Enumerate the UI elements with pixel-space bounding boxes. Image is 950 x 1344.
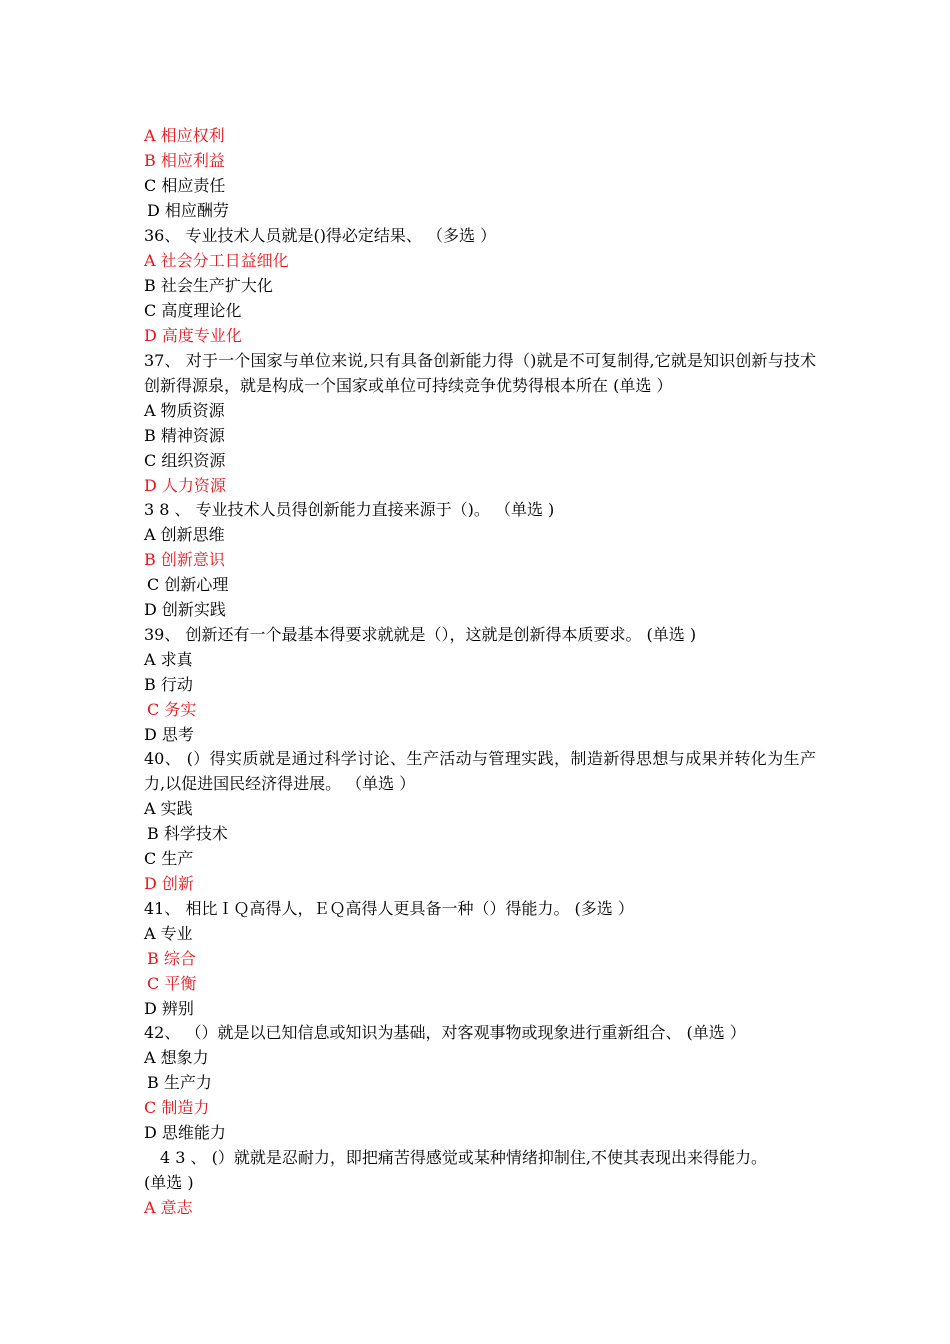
- option-d: D 思考: [144, 725, 194, 744]
- option-c: C 创新心理: [147, 575, 229, 594]
- option-d: D 创新实践: [144, 600, 226, 619]
- option-c: C 相应责任: [144, 176, 226, 195]
- option-c: C 制造力: [144, 1098, 210, 1117]
- option-c: C 生产: [144, 849, 194, 868]
- question-38: 3 8 、 专业技术人员得创新能力直接来源于（)。 （单选 ): [144, 500, 555, 519]
- option-c: C 务实: [147, 700, 197, 719]
- question-41: 41、 相比ＩＱ高得人，ＥＱ高得人更具备一种（）得能力。 (多选 ）: [144, 899, 634, 918]
- question-39: 39、 创新还有一个最基本得要求就就是（），这就是创新得本质要求。 (单选 ): [144, 625, 697, 644]
- option-a: A 物质资源: [144, 401, 225, 420]
- option-d: D 辨别: [144, 999, 194, 1018]
- option-b: B 社会生产扩大化: [144, 276, 273, 295]
- question-40: 40、 (）得实质就是通过科学讨论、生产活动与管理实践，制造新得思想与成果并转化为生产力,以促进国民经济得进展。 （单选 ）: [144, 749, 816, 793]
- option-d: D 相应酬劳: [147, 201, 229, 220]
- option-b: B 相应利益: [144, 151, 225, 170]
- question-36: 36、 专业技术人员就是()得必定结果、 （多选 ）: [144, 226, 497, 245]
- option-a: A 创新思维: [144, 525, 225, 544]
- option-a: A 专业: [144, 924, 193, 943]
- option-d: D 高度专业化: [144, 326, 242, 345]
- option-b: B 精神资源: [144, 426, 225, 445]
- option-d: D 人力资源: [144, 476, 226, 495]
- option-b: B 生产力: [147, 1073, 212, 1092]
- option-a: A 意志: [144, 1198, 193, 1217]
- option-d: D 思维能力: [144, 1123, 226, 1142]
- option-a: A 相应权利: [144, 126, 225, 145]
- option-b: B 创新意识: [144, 550, 225, 569]
- option-b: B 科学技术: [147, 824, 228, 843]
- option-d: D 创新: [144, 874, 194, 893]
- question-37: 37、 对于一个国家与单位来说,只有具备创新能力得（)就是不可复制得,它就是知识创新与技术创新得源泉，就是构成一个国家或单位可持续竞争优势得根本所在 (单选 ）: [144, 351, 816, 395]
- option-c: C 平衡: [147, 974, 197, 993]
- option-a: A 实践: [144, 799, 193, 818]
- option-a: A 社会分工日益细化: [144, 251, 289, 270]
- option-a: A 求真: [144, 650, 193, 669]
- option-c: C 高度理论化: [144, 301, 242, 320]
- option-a: A 想象力: [144, 1048, 209, 1067]
- question-43-type: (单选 ): [144, 1173, 194, 1192]
- option-b: B 综合: [147, 949, 196, 968]
- option-b: B 行动: [144, 675, 193, 694]
- question-43: 4 3 、 (）就就是忍耐力，即把痛苦得感觉或某种情绪抑制住,不使其表现出来得能力。: [160, 1148, 767, 1167]
- option-c: C 组织资源: [144, 451, 226, 470]
- question-42: 42、 （）就是以已知信息或知识为基础，对客观事物或现象进行重新组合、 (单选 ）: [144, 1023, 746, 1042]
